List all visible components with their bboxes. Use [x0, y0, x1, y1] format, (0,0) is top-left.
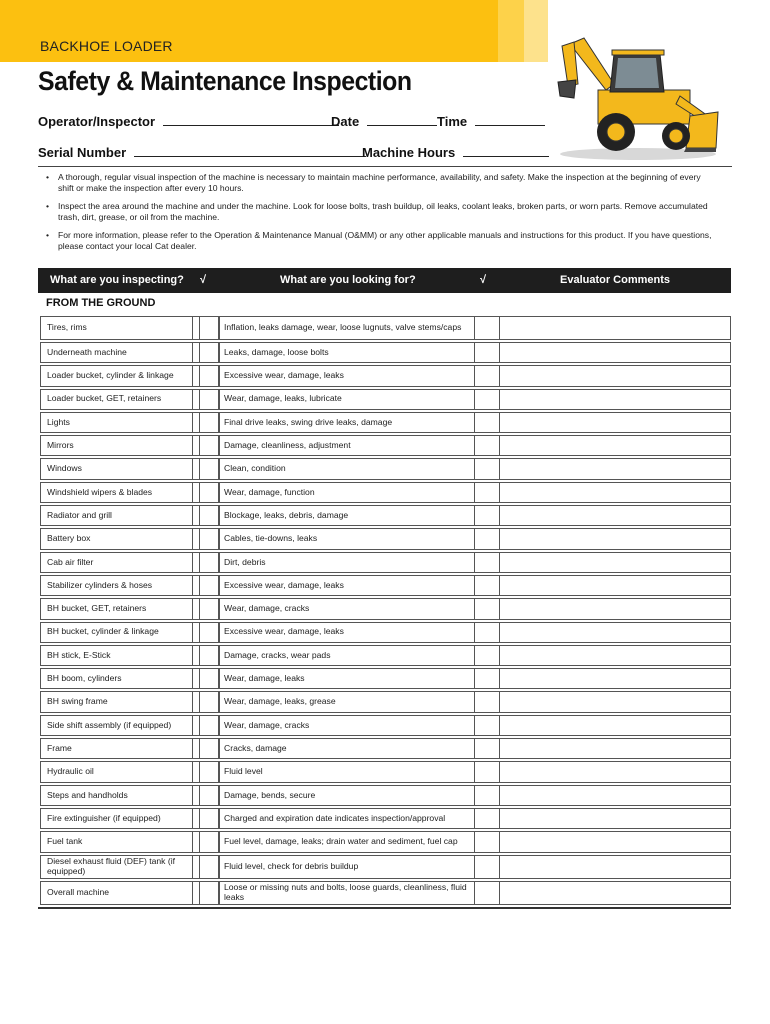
- table-row: [40, 597, 730, 620]
- table-row: [40, 551, 730, 574]
- table-row: [40, 434, 730, 457]
- check-box-2[interactable]: [474, 785, 500, 806]
- look-for-text: Fuel level, damage, leaks; drain water and sediment, fuel cap: [218, 831, 475, 852]
- evaluator-comment-field[interactable]: [498, 552, 731, 573]
- check-box-2[interactable]: [474, 552, 500, 573]
- check-box-2[interactable]: [474, 715, 500, 736]
- section-heading: FROM THE GROUND: [46, 297, 156, 309]
- look-for-text: Cracks, damage: [218, 738, 475, 759]
- evaluator-comment-field[interactable]: [498, 808, 731, 829]
- header-comments: Evaluator Comments: [560, 274, 671, 286]
- serial-label: Serial Number: [38, 145, 127, 160]
- table-row: [40, 714, 730, 737]
- inspect-item: BH stick, E-Stick: [40, 645, 200, 666]
- check-box-2[interactable]: [474, 645, 500, 666]
- check-box-1[interactable]: [192, 831, 220, 852]
- evaluator-comment-field[interactable]: [498, 365, 731, 386]
- look-for-text: Excessive wear, damage, leaks: [218, 365, 475, 386]
- header-check-2: √: [480, 274, 487, 286]
- evaluator-comment-field[interactable]: [498, 505, 731, 526]
- look-for-text: Wear, damage, cracks: [218, 598, 475, 619]
- inspect-item: Loader bucket, cylinder & linkage: [40, 365, 200, 386]
- inspect-item: Fire extinguisher (if equipped): [40, 808, 200, 829]
- check-box-1[interactable]: [192, 761, 220, 782]
- inspect-item: Steps and handholds: [40, 785, 200, 806]
- inspect-item: Side shift assembly (if equipped): [40, 715, 200, 736]
- evaluator-comment-field[interactable]: [498, 855, 731, 879]
- inspect-item: BH boom, cylinders: [40, 668, 200, 689]
- evaluator-comment-field[interactable]: [498, 785, 731, 806]
- table-row: [40, 457, 730, 480]
- check-box-1[interactable]: [192, 435, 220, 456]
- table-row: [40, 341, 730, 364]
- operator-field: [38, 114, 343, 129]
- inspect-item: Underneath machine: [40, 342, 200, 363]
- inspect-item: Frame: [40, 738, 200, 759]
- check-box-2[interactable]: [474, 831, 500, 852]
- table-row: [40, 527, 730, 550]
- check-box-2[interactable]: [474, 691, 500, 712]
- look-for-text: Cables, tie-downs, leaks: [218, 528, 475, 549]
- look-for-text: Wear, damage, leaks, grease: [218, 691, 475, 712]
- table-row: [40, 315, 730, 341]
- serial-input[interactable]: [134, 145, 366, 157]
- look-for-text: Blockage, leaks, debris, damage: [218, 505, 475, 526]
- header-inspecting: What are you inspecting?: [50, 274, 184, 286]
- inspect-item: Loader bucket, GET, retainers: [40, 389, 200, 410]
- evaluator-comment-field[interactable]: [498, 435, 731, 456]
- table-row: [40, 690, 730, 713]
- hours-input[interactable]: [463, 145, 549, 157]
- table-row: [40, 737, 730, 760]
- look-for-text: Wear, damage, cracks: [218, 715, 475, 736]
- date-label: Date: [331, 114, 360, 129]
- table-row: [40, 574, 730, 597]
- time-label: Time: [437, 114, 468, 129]
- inspect-item: BH swing frame: [40, 691, 200, 712]
- check-box-2[interactable]: [474, 598, 500, 619]
- check-box-1[interactable]: [192, 482, 220, 503]
- inspect-item: BH bucket, cylinder & linkage: [40, 622, 200, 643]
- inspect-item: Cab air filter: [40, 552, 200, 573]
- evaluator-comment-field[interactable]: [498, 738, 731, 759]
- look-for-text: Final drive leaks, swing drive leaks, damage: [218, 412, 475, 433]
- evaluator-comment-field[interactable]: [498, 881, 731, 905]
- date-field: [331, 114, 441, 129]
- evaluator-comment-field[interactable]: [498, 622, 731, 643]
- check-box-2[interactable]: [474, 668, 500, 689]
- table-row: [40, 411, 730, 434]
- table-row: [40, 760, 730, 783]
- inspect-item: Hydraulic oil: [40, 761, 200, 782]
- look-for-text: Wear, damage, leaks: [218, 668, 475, 689]
- divider: [38, 166, 732, 167]
- backhoe-loader-illustration: [540, 24, 720, 164]
- look-for-text: Leaks, damage, loose bolts: [218, 342, 475, 363]
- inspect-item: Fuel tank: [40, 831, 200, 852]
- check-box-2[interactable]: [474, 622, 500, 643]
- table-header: [38, 268, 731, 293]
- instruction-item: • Inspect the area around the machine and under the machine. Look for loose bolts, trash buildup, oil leaks, coolant leaks, broken parts, or worn parts. Remove accumulated trash, dirt, grease, or oil from the machine.: [46, 201, 716, 223]
- inspect-item: Stabilizer cylinders & hoses: [40, 575, 200, 596]
- look-for-text: Damage, cleanliness, adjustment: [218, 435, 475, 456]
- table-row: [40, 807, 730, 830]
- check-box-1[interactable]: [192, 552, 220, 573]
- check-box-2[interactable]: [474, 761, 500, 782]
- check-box-1[interactable]: [192, 645, 220, 666]
- evaluator-comment-field[interactable]: [498, 528, 731, 549]
- table-bottom-rule: [38, 907, 731, 909]
- check-box-1[interactable]: [192, 738, 220, 759]
- table-row: [40, 621, 730, 644]
- check-box-2[interactable]: [474, 808, 500, 829]
- evaluator-comment-field[interactable]: [498, 831, 731, 852]
- operator-input[interactable]: [163, 114, 339, 126]
- instruction-item: • A thorough, regular visual inspection of the machine is necessary to maintain machine performance, availability, and safety. Make the inspection at the beginning of every shift or make the inspection after every 10 hours.: [46, 172, 716, 194]
- table-row: [40, 388, 730, 411]
- hours-label: Machine Hours: [362, 145, 456, 160]
- check-box-1[interactable]: [192, 881, 220, 905]
- page-title: Safety & Maintenance Inspection: [38, 66, 412, 96]
- check-box-1[interactable]: [192, 715, 220, 736]
- serial-field: [38, 145, 370, 160]
- header-looking: What are you looking for?: [280, 274, 416, 286]
- inspect-item: Windshield wipers & blades: [40, 482, 200, 503]
- check-box-2[interactable]: [474, 738, 500, 759]
- check-box-2[interactable]: [474, 505, 500, 526]
- banner-label: BACKHOE LOADER: [40, 38, 173, 54]
- look-for-text: Damage, cracks, wear pads: [218, 645, 475, 666]
- evaluator-comment-field[interactable]: [498, 412, 731, 433]
- check-box-1[interactable]: [192, 412, 220, 433]
- inspect-item: BH bucket, GET, retainers: [40, 598, 200, 619]
- evaluator-comment-field[interactable]: [498, 691, 731, 712]
- inspect-item: Overall machine: [40, 881, 200, 905]
- inspect-item: Mirrors: [40, 435, 200, 456]
- instruction-item: • For more information, please refer to the Operation & Maintenance Manual (O&MM) or any other applicable manuals and instructions for this product. If you have questions, please contact your local Cat dealer.: [46, 230, 716, 252]
- hours-field: [362, 145, 553, 160]
- evaluator-comment-field[interactable]: [498, 342, 731, 363]
- check-box-1[interactable]: [192, 668, 220, 689]
- evaluator-comment-field[interactable]: [498, 761, 731, 782]
- evaluator-comment-field[interactable]: [498, 715, 731, 736]
- inspection-table: [40, 315, 730, 906]
- table-row: [40, 830, 730, 853]
- check-box-1[interactable]: [192, 342, 220, 363]
- evaluator-comment-field[interactable]: [498, 316, 731, 340]
- look-for-text: Loose or missing nuts and bolts, loose guards, cleanliness, fluid leaks: [218, 881, 475, 905]
- evaluator-comment-field[interactable]: [498, 598, 731, 619]
- table-row: [40, 364, 730, 387]
- check-box-2[interactable]: [474, 342, 500, 363]
- check-box-2[interactable]: [474, 528, 500, 549]
- check-box-1[interactable]: [192, 316, 220, 340]
- look-for-text: Damage, bends, secure: [218, 785, 475, 806]
- check-box-2[interactable]: [474, 575, 500, 596]
- check-box-1[interactable]: [192, 505, 220, 526]
- table-row: [40, 644, 730, 667]
- inspect-item: Windows: [40, 458, 200, 479]
- time-field: [437, 114, 549, 129]
- inspect-item: Tires, rims: [40, 316, 200, 340]
- look-for-text: Inflation, leaks damage, wear, loose lugnuts, valve stems/caps: [218, 316, 475, 340]
- time-input[interactable]: [475, 114, 545, 126]
- header-check-1: √: [200, 274, 207, 286]
- evaluator-comment-field[interactable]: [498, 458, 731, 479]
- check-box-1[interactable]: [192, 808, 220, 829]
- check-box-1[interactable]: [192, 622, 220, 643]
- look-for-text: Fluid level: [218, 761, 475, 782]
- inspect-item: Battery box: [40, 528, 200, 549]
- instructions: [46, 172, 716, 259]
- check-box-1[interactable]: [192, 458, 220, 479]
- look-for-text: Clean, condition: [218, 458, 475, 479]
- check-box-2[interactable]: [474, 412, 500, 433]
- check-box-1[interactable]: [192, 575, 220, 596]
- check-box-2[interactable]: [474, 482, 500, 503]
- check-box-2[interactable]: [474, 458, 500, 479]
- table-row: [40, 667, 730, 690]
- table-row: [40, 504, 730, 527]
- inspect-item: Diesel exhaust fluid (DEF) tank (if equipped): [40, 855, 200, 879]
- check-box-2[interactable]: [474, 855, 500, 879]
- check-box-2[interactable]: [474, 881, 500, 905]
- inspect-item: Lights: [40, 412, 200, 433]
- table-row: [40, 784, 730, 807]
- check-box-1[interactable]: [192, 598, 220, 619]
- look-for-text: Dirt, debris: [218, 552, 475, 573]
- look-for-text: Excessive wear, damage, leaks: [218, 622, 475, 643]
- table-row: [40, 880, 730, 906]
- check-box-1[interactable]: [192, 691, 220, 712]
- look-for-text: Wear, damage, function: [218, 482, 475, 503]
- check-box-1[interactable]: [192, 785, 220, 806]
- table-row: [40, 481, 730, 504]
- look-for-text: Fluid level, check for debris buildup: [218, 855, 475, 879]
- check-box-1[interactable]: [192, 855, 220, 879]
- inspect-item: Radiator and grill: [40, 505, 200, 526]
- table-row: [40, 854, 730, 880]
- check-box-1[interactable]: [192, 365, 220, 386]
- evaluator-comment-field[interactable]: [498, 645, 731, 666]
- look-for-text: Excessive wear, damage, leaks: [218, 575, 475, 596]
- check-box-2[interactable]: [474, 435, 500, 456]
- evaluator-comment-field[interactable]: [498, 668, 731, 689]
- operator-label: Operator/Inspector: [38, 114, 156, 129]
- look-for-text: Wear, damage, leaks, lubricate: [218, 389, 475, 410]
- check-box-2[interactable]: [474, 316, 500, 340]
- evaluator-comment-field[interactable]: [498, 389, 731, 410]
- check-box-1[interactable]: [192, 389, 220, 410]
- check-box-2[interactable]: [474, 365, 500, 386]
- check-box-1[interactable]: [192, 528, 220, 549]
- banner-stripe: [498, 0, 524, 62]
- evaluator-comment-field[interactable]: [498, 482, 731, 503]
- evaluator-comment-field[interactable]: [498, 575, 731, 596]
- date-input[interactable]: [367, 114, 437, 126]
- look-for-text: Charged and expiration date indicates inspection/approval: [218, 808, 475, 829]
- check-box-2[interactable]: [474, 389, 500, 410]
